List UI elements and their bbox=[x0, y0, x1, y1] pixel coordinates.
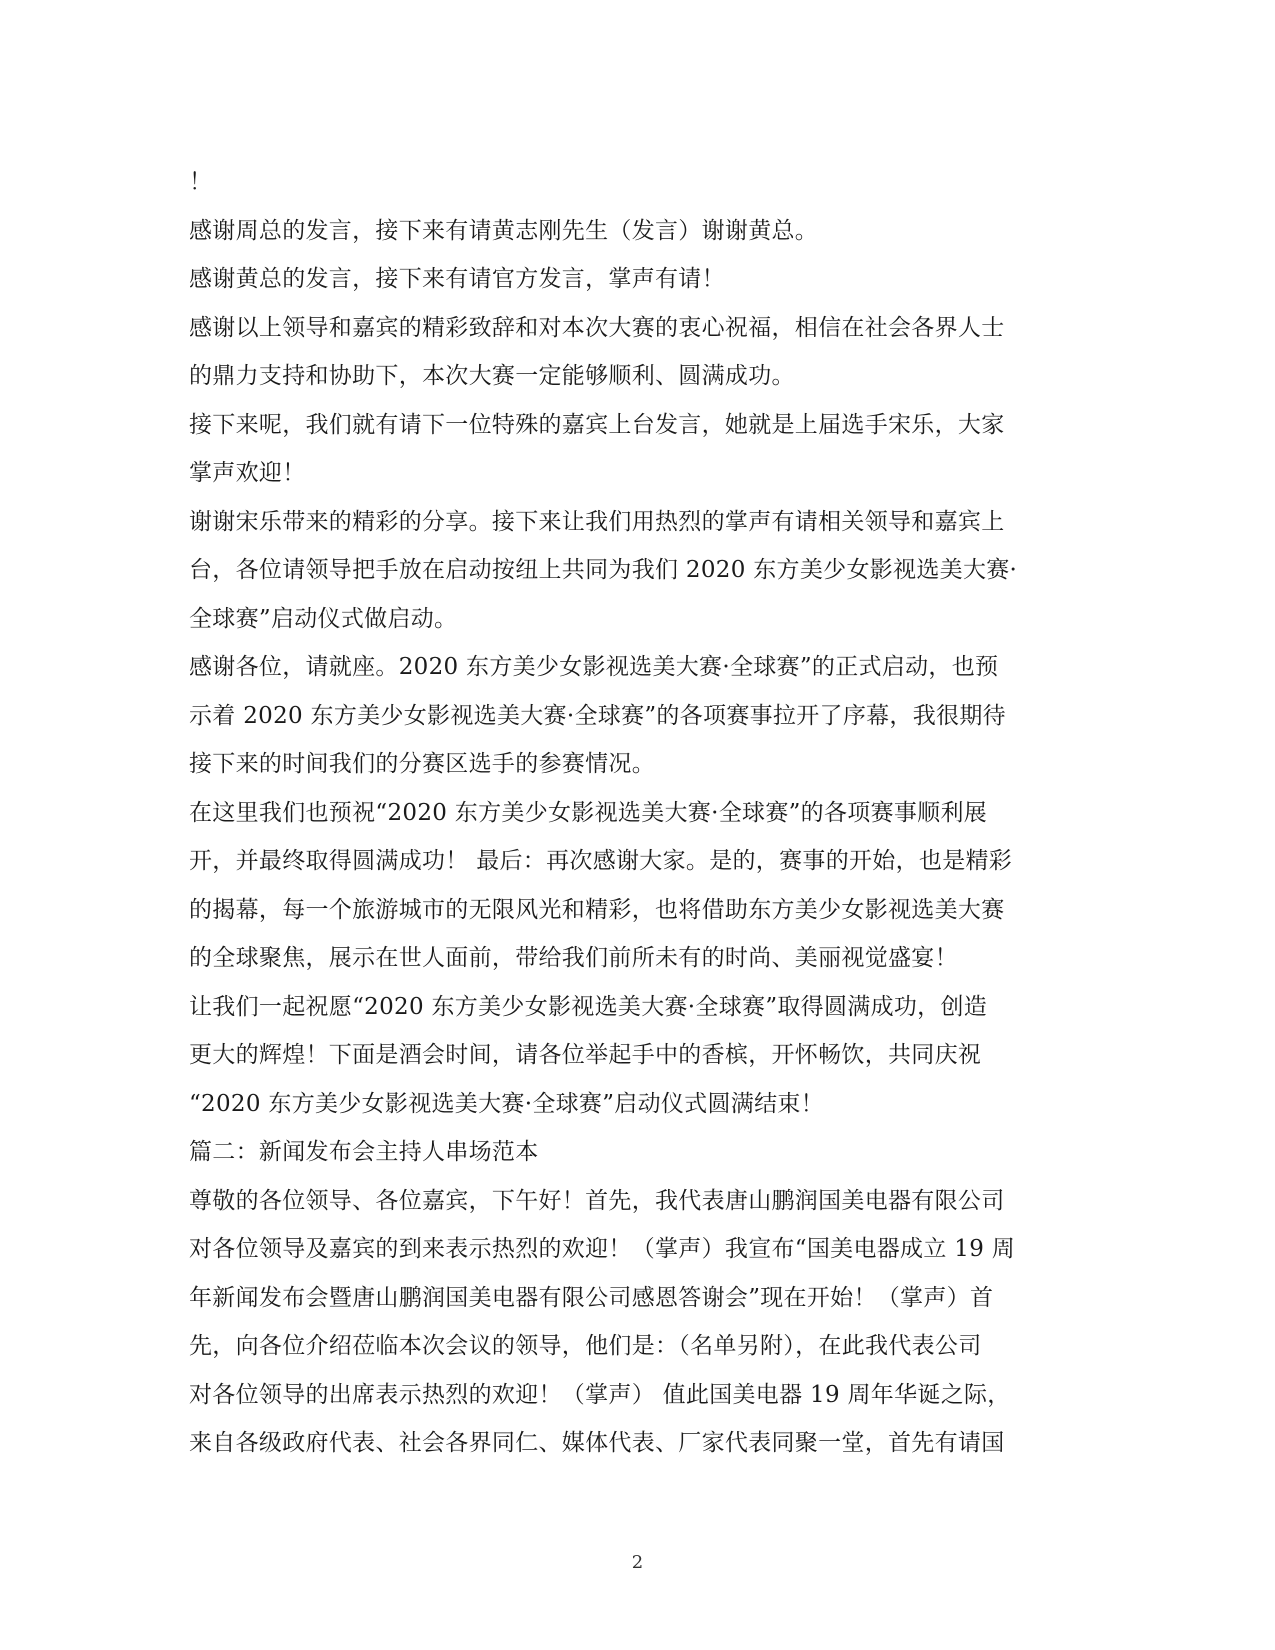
text-line: 台，各位请领导把手放在启动按纽上共同为我们 2020 东方美少女影视选美大赛· bbox=[189, 557, 1018, 583]
text-line: 示着 2020 东方美少女影视选美大赛·全球赛”的各项赛事拉开了序幕，我很期待 bbox=[189, 702, 1006, 729]
text-line: 在这里我们也预祝“2020 东方美少女影视选美大赛·全球赛”的各项赛事顺利展 bbox=[189, 799, 988, 826]
text-line: 对各位领导的出席表示热烈的欢迎！（掌声） 值此国美电器 19 周年华诞之际， bbox=[189, 1381, 1011, 1408]
text-line: 掌声欢迎！ bbox=[189, 460, 306, 486]
text-line: 开，并最终取得圆满成功！ 最后：再次感谢大家。是的，赛事的开始，也是精彩 bbox=[189, 848, 1013, 874]
text-line: 更大的辉煌！下面是酒会时间，请各位举起手中的香槟，开怀畅饮，共同庆祝 bbox=[189, 1042, 982, 1068]
text-line: ！ bbox=[189, 169, 213, 195]
text-line: 感谢各位，请就座。2020 东方美少女影视选美大赛·全球赛”的正式启动，也预 bbox=[189, 654, 999, 680]
text-line: 的揭幕，每一个旅游城市的无限风光和精彩，也将借助东方美少女影视选美大赛 bbox=[189, 896, 1005, 923]
page-number: 2 bbox=[631, 1552, 644, 1573]
text-line: “2020 东方美少女影视选美大赛·全球赛”启动仪式圆满结束！ bbox=[189, 1090, 824, 1117]
text-line: 的鼎力支持和协助下，本次大赛一定能够顺利、圆满成功。 bbox=[189, 363, 795, 389]
text-line: 的全球聚焦，展示在世人面前，带给我们前所未有的时尚、美丽视觉盛宴！ bbox=[189, 945, 958, 971]
text-line: 全球赛”启动仪式做启动。 bbox=[189, 605, 458, 632]
document-body bbox=[189, 158, 1079, 1468]
text-line: 感谢黄总的发言，接下来有请官方发言，掌声有请！ bbox=[189, 266, 725, 292]
text-line: 对各位领导及嘉宾的到来表示热烈的欢迎！（掌声）我宣布“国美电器成立 19 周 bbox=[189, 1236, 1016, 1262]
text-line: 接下来呢，我们就有请下一位特殊的嘉宾上台发言，她就是上届选手宋乐，大家 bbox=[189, 411, 1005, 438]
text-line: 年新闻发布会暨唐山鹏润国美电器有限公司感恩答谢会”现在开始！（掌声）首 bbox=[189, 1284, 994, 1311]
text-line: 谢谢宋乐带来的精彩的分享。接下来让我们用热烈的掌声有请相关领导和嘉宾上 bbox=[189, 508, 1005, 535]
text-line: 尊敬的各位领导、各位嘉宾，下午好！首先，我代表唐山鹏润国美电器有限公司 bbox=[189, 1187, 1005, 1214]
text-line: 来自各级政府代表、社会各界同仁、媒体代表、厂家代表同聚一堂，首先有请国 bbox=[189, 1430, 1005, 1456]
text-line: 接下来的时间我们的分赛区选手的参赛情况。 bbox=[189, 751, 655, 777]
section-heading: 篇二：新闻发布会主持人串场范本 bbox=[189, 1139, 539, 1165]
text-line: 让我们一起祝愿“2020 东方美少女影视选美大赛·全球赛”取得圆满成功，创造 bbox=[189, 993, 988, 1020]
text-line: 先，向各位介绍莅临本次会议的领导，他们是：（名单另附），在此我代表公司 bbox=[189, 1333, 982, 1359]
text-line: 感谢以上领导和嘉宾的精彩致辞和对本次大赛的衷心祝福，相信在社会各界人士 bbox=[189, 314, 1005, 341]
text-line: 感谢周总的发言，接下来有请黄志刚先生（发言）谢谢黄总。 bbox=[189, 217, 819, 244]
